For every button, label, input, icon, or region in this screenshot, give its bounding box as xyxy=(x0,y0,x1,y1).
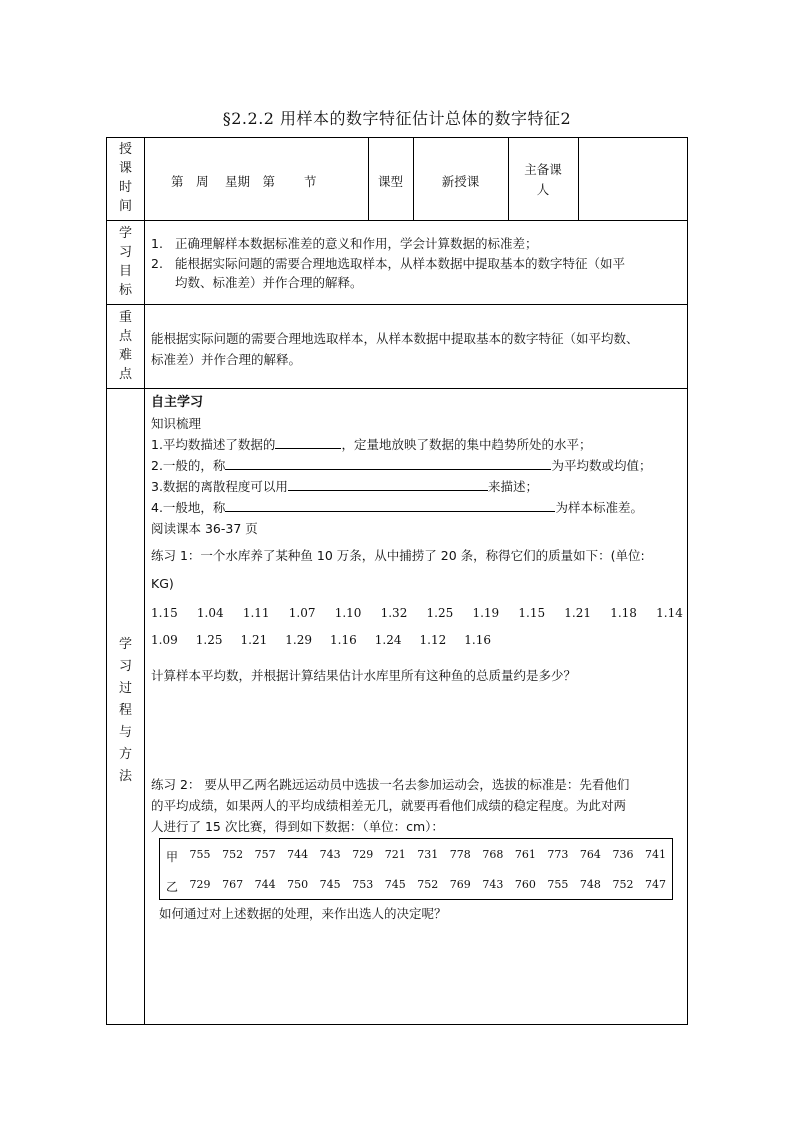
header-divider xyxy=(578,138,579,220)
question-1: 1.平均数描述了数据的 ，定量地放映了数据的集中趋势所处的水平； xyxy=(151,437,592,452)
row-divider xyxy=(107,304,687,305)
score-cell: 773 xyxy=(547,848,569,861)
section-title: 自主学习 xyxy=(151,395,204,410)
score-cell: 乙 xyxy=(166,880,179,894)
fish-weight-value: 1.19 xyxy=(472,606,500,620)
score-cell: 744 xyxy=(254,878,276,891)
score-cell: 767 xyxy=(222,878,244,891)
score-cell: 752 xyxy=(417,878,439,891)
score-cell: 743 xyxy=(482,878,504,891)
exercise-1-question: 计算样本平均数，并根据计算结果估计水库里所有这种鱼的总质量约是多少？ xyxy=(151,668,577,683)
lesson-plan-table xyxy=(106,137,688,1025)
exercise-1-text: 练习 1：一个水库养了某种鱼 10 万条，从中捕捞了 20 条，称得它们的质量如下：(单位: KG) xyxy=(151,548,645,591)
score-cell: 甲 xyxy=(166,850,179,864)
score-cell: 764 xyxy=(579,848,601,861)
answer-blank[interactable] xyxy=(275,435,341,449)
score-cell: 755 xyxy=(547,878,569,891)
score-cell: 757 xyxy=(254,848,276,861)
fish-weight-value: 1.29 xyxy=(285,633,312,647)
fish-weight-value: 1.24 xyxy=(374,633,402,647)
score-cell: 731 xyxy=(417,848,439,861)
score-cell: 729 xyxy=(189,878,211,891)
fish-weight-value: 1.09 xyxy=(151,633,178,647)
exercise-2-text: 练习 2： 要从甲乙两名跳远运动员中选拔一名去参加运动会，选拔的标准是：先看他们 的平均成绩，如果两人的平均成绩相差无几，就要再看他们成绩的稳定程度。为此对两 人进行了 15 次比赛，得到如下数据：（单位：cm）： xyxy=(151,777,630,834)
fish-weight-value: 1.25 xyxy=(195,633,223,647)
score-cell: 748 xyxy=(579,878,601,891)
score-cell: 747 xyxy=(644,878,666,891)
fish-weight-value: 1.04 xyxy=(196,606,224,620)
type-label: 课型 xyxy=(377,174,403,189)
score-cell: 743 xyxy=(319,848,341,861)
label-column-divider xyxy=(144,138,145,1024)
exercise-1-data-row xyxy=(151,633,491,647)
question-4: 4.一般地，称 为样本标准差。 xyxy=(151,500,643,515)
knowledge-section xyxy=(151,392,685,539)
fish-weight-value: 1.07 xyxy=(288,606,316,620)
fish-weight-value: 1.11 xyxy=(242,606,270,620)
subsection-title: 知识梳理 xyxy=(151,416,202,431)
page-title: §2.2.2 用样本的数字特征估计总体的数字特征2 xyxy=(222,109,572,128)
score-cell: 750 xyxy=(287,878,309,891)
fish-weight-value: 1.25 xyxy=(426,606,454,620)
score-cell: 753 xyxy=(352,878,374,891)
fish-weight-value: 1.32 xyxy=(380,606,408,620)
score-cell: 768 xyxy=(482,848,504,861)
objective-item-1: 1. 正确理解样本数据标准差的意义和作用，学会计算数据的标准差； xyxy=(151,236,538,251)
row-divider xyxy=(107,220,687,221)
fish-weight-value: 1.21 xyxy=(564,606,592,620)
fish-weight-value: 1.10 xyxy=(334,606,362,620)
score-cell: 736 xyxy=(612,848,634,861)
answer-blank[interactable] xyxy=(225,456,551,470)
fish-weight-value: 1.12 xyxy=(419,633,447,647)
reading-note: 阅读课本 36-37 页 xyxy=(151,521,258,536)
score-cell: 769 xyxy=(449,878,471,891)
fish-weight-value: 1.14 xyxy=(656,606,683,620)
keypoints-text: 能根据实际问题的需要合理地选取样本，从样本数据中提取基本的数字特征（如平均数、 标准差）并作合理的解释。 xyxy=(151,331,639,367)
score-cell: 741 xyxy=(644,848,666,861)
score-cell: 760 xyxy=(514,878,536,891)
schedule-field: 第 周 星期 第 节 xyxy=(171,174,317,189)
score-cell: 755 xyxy=(189,848,211,861)
keypoints-label: 重 点 难 点 xyxy=(118,310,132,382)
exercise-2-question: 如何通过对上述数据的处理，来作出选人的决定呢？ xyxy=(159,906,447,921)
question-2: 2.一般的，称 为平均数或均值； xyxy=(151,458,652,473)
fish-weight-value: 1.21 xyxy=(240,633,268,647)
scores-row-yi xyxy=(166,878,666,895)
objectives-label: 学 习 目 标 xyxy=(118,226,132,298)
score-cell: 745 xyxy=(384,878,406,891)
process-label: 学 习 过 程 与 方 法 xyxy=(118,637,132,784)
score-cell: 721 xyxy=(384,848,406,861)
time-label: 授 课 时 间 xyxy=(118,142,132,214)
objective-item-2: 2. 能根据实际问题的需要合理地选取样本，从样本数据中提取基本的数字特征（如平 均数、标准差）并作合理的解释。 xyxy=(151,256,626,290)
answer-blank[interactable] xyxy=(288,477,488,491)
row-divider xyxy=(107,388,687,389)
score-cell: 745 xyxy=(319,878,341,891)
jump-scores-table xyxy=(159,838,673,900)
score-cell: 744 xyxy=(287,848,309,861)
scores-row-jia xyxy=(166,848,666,865)
fish-weight-value: 1.18 xyxy=(610,606,637,620)
type-value: 新授课 xyxy=(441,174,480,189)
fish-weight-value: 1.15 xyxy=(151,606,178,620)
score-cell: 761 xyxy=(514,848,536,861)
exercise-1-data-row xyxy=(151,606,683,620)
fish-weight-value: 1.16 xyxy=(330,633,357,647)
score-cell: 729 xyxy=(352,848,374,861)
preparer-label: 主备课 人 xyxy=(524,162,562,197)
score-cell: 752 xyxy=(222,848,244,861)
score-cell: 778 xyxy=(449,848,471,861)
score-cell: 752 xyxy=(612,878,634,891)
answer-blank[interactable] xyxy=(225,498,555,512)
fish-weight-value: 1.16 xyxy=(464,633,491,647)
fish-weight-value: 1.15 xyxy=(518,606,546,620)
question-3: 3.数据的离散程度可以用 来描述； xyxy=(151,479,538,494)
